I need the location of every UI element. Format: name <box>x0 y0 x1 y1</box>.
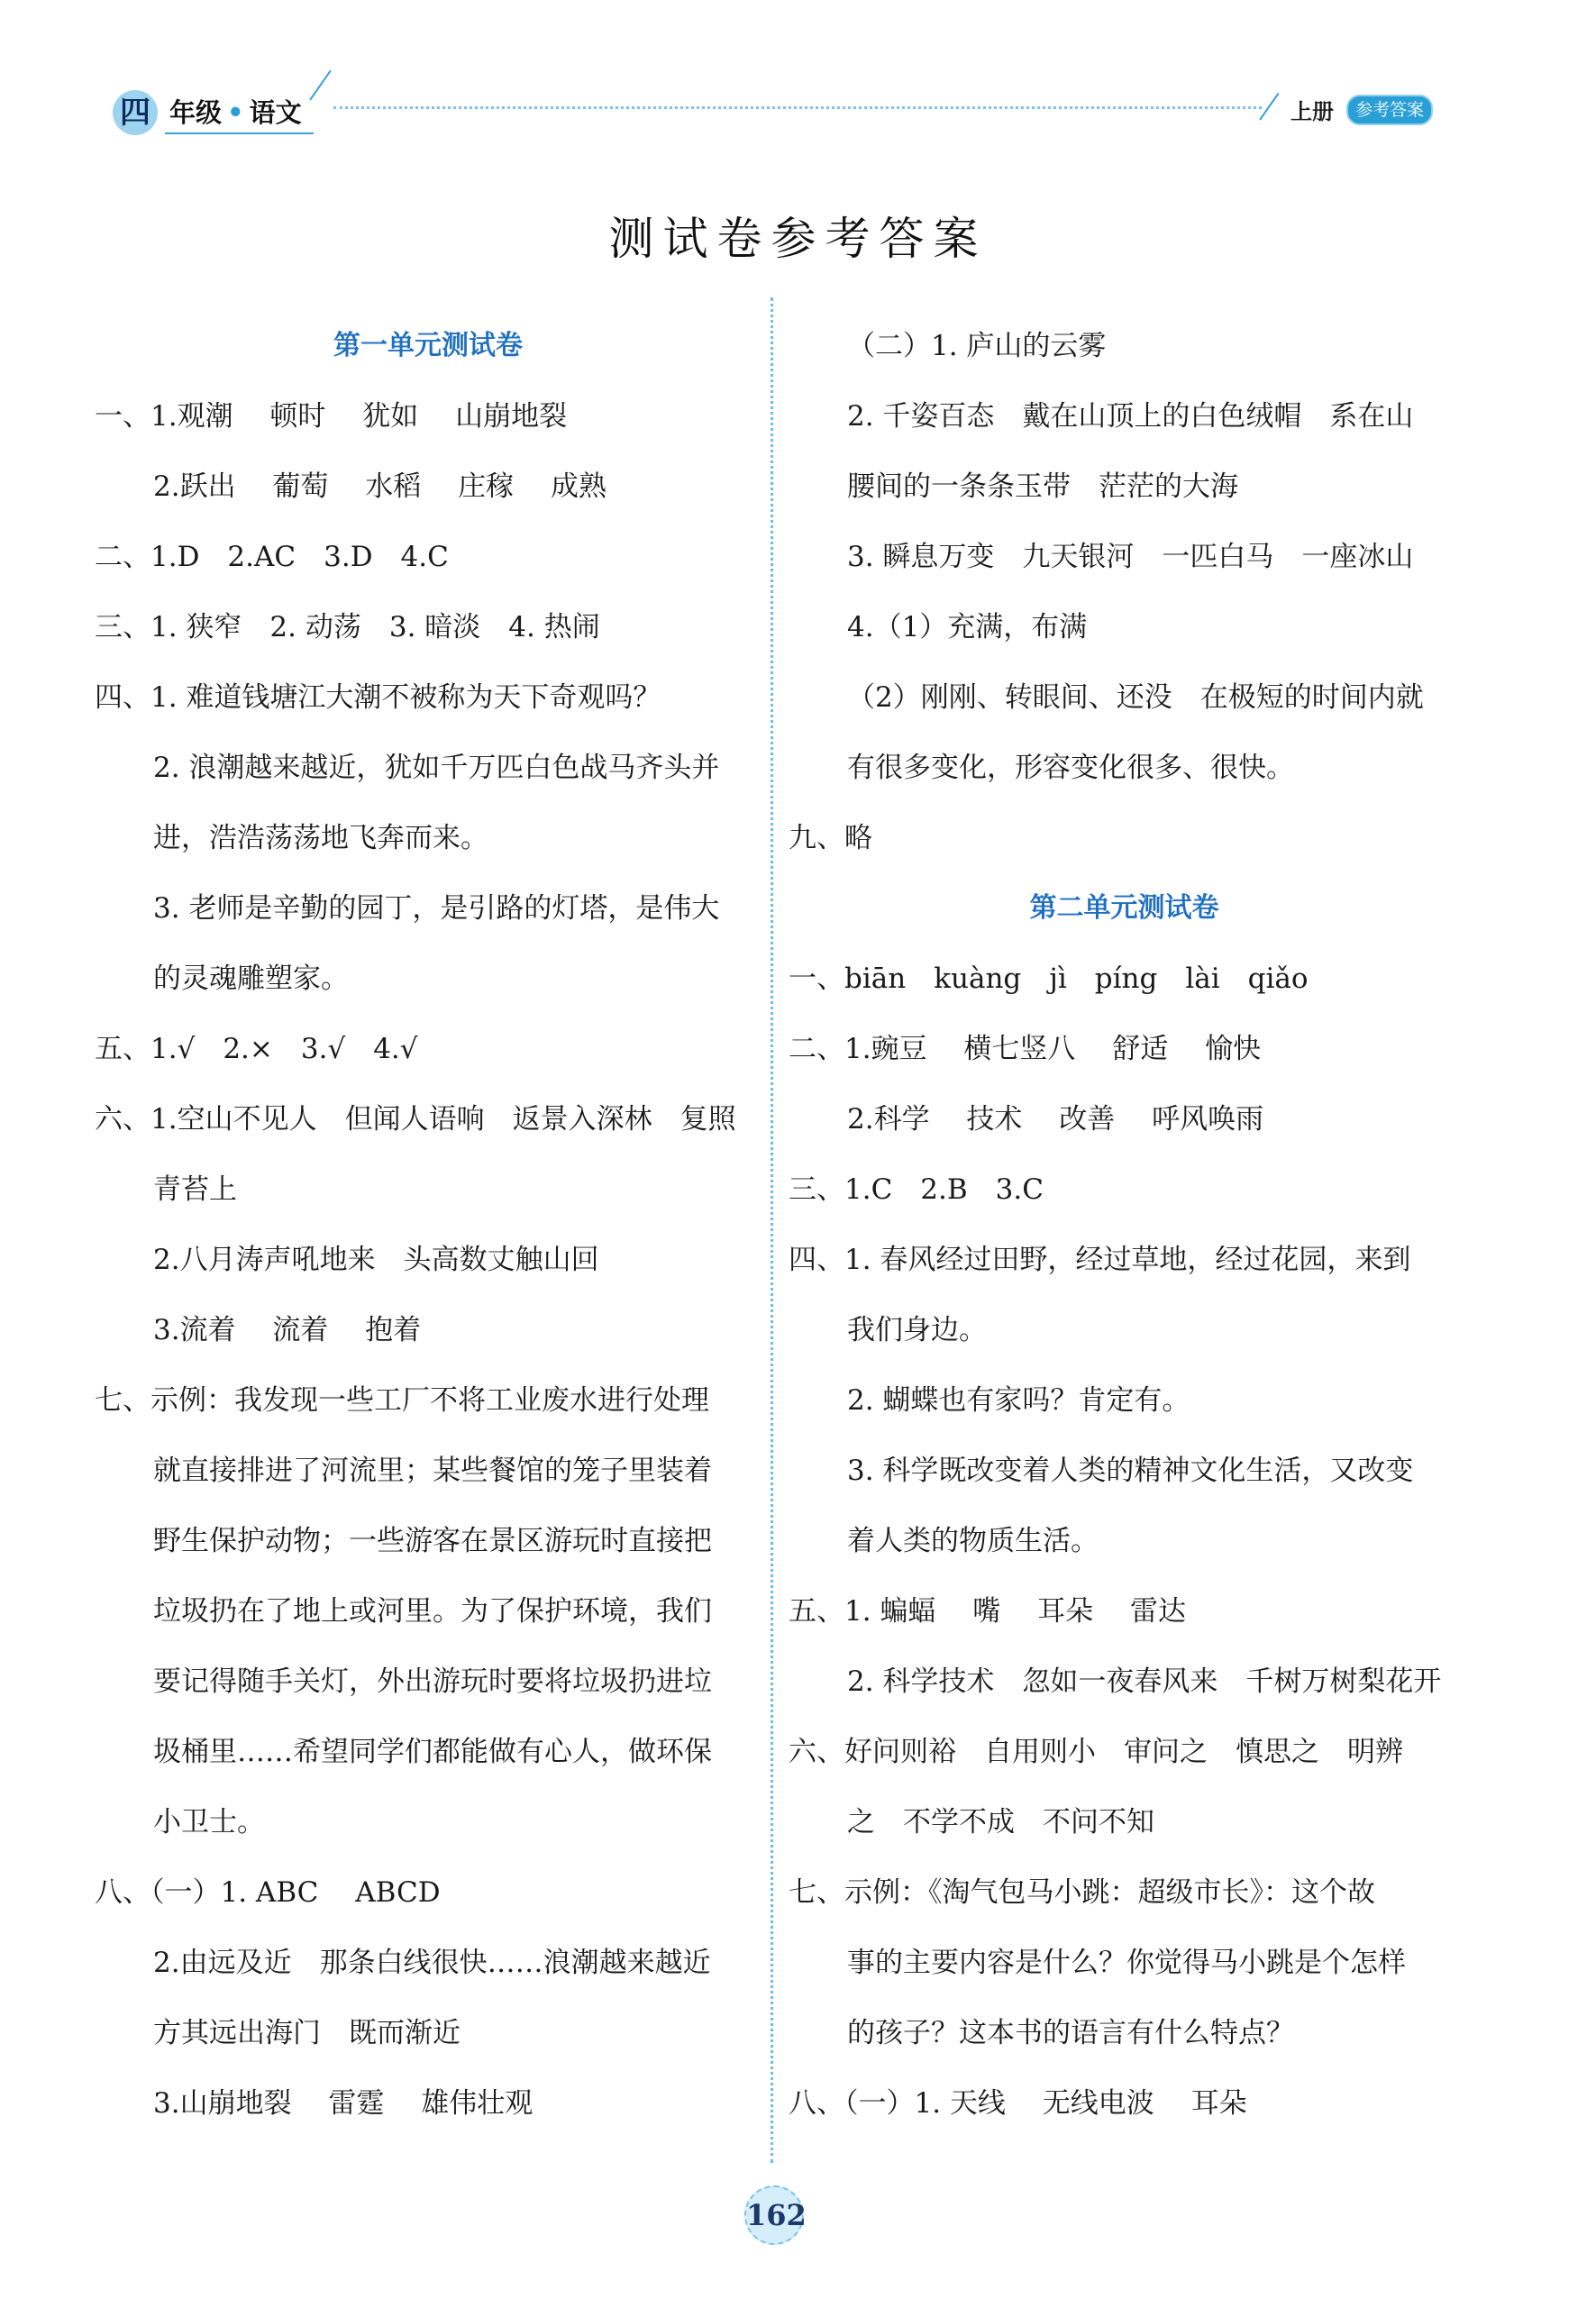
answer-line: 青苔上 <box>153 1173 237 1206</box>
answer-line: 方其远出海门 既而渐近 <box>153 2017 461 2049</box>
answer-line: 一、1.观潮 顿时 犹如 山崩地裂 <box>95 400 568 433</box>
answer-line: 七、示例：《淘气包马小跳：超级市长》：这个故 <box>789 1876 1375 1909</box>
answer-line: 3. 老师是辛勤的园丁，是引路的灯塔，是伟大 <box>153 892 720 925</box>
answer-line: 就直接排进了河流里；某些餐馆的笼子里装着 <box>153 1455 712 1487</box>
answer-line: 2.由远及近 那条白线很快……浪潮越来越近 <box>153 1947 711 1979</box>
answer-key-tag: 参考答案 <box>1346 95 1433 125</box>
answer-line: 五、1. 蝙蝠 嘴 耳朵 雷达 <box>789 1595 1186 1628</box>
answer-line: 野生保护动物；一些游客在景区游玩时直接把 <box>153 1525 712 1557</box>
column-divider <box>771 297 773 2163</box>
answer-line: 四、1. 春风经过田野，经过草地，经过花园，来到 <box>789 1244 1411 1276</box>
header-underline <box>165 132 314 134</box>
left-column <box>95 311 762 2139</box>
grade-badge: 四 <box>113 90 158 135</box>
answer-line: 四、1. 难道钱塘江大潮不被称为天下奇观吗？ <box>95 681 661 714</box>
answer-line: 七、示例：我发现一些工厂不将工业废水进行处理 <box>95 1384 709 1417</box>
answer-line: 3.流着 流着 抱着 <box>153 1314 422 1346</box>
answer-line: 进，浩浩荡荡地飞奔而来。 <box>153 822 488 854</box>
answer-line: 的灵魂雕塑家。 <box>153 962 349 995</box>
answer-line: 腰间的一条条玉带 茫茫的大海 <box>847 470 1238 503</box>
answer-line: 一、biān kuàng jì píng lài qiǎo <box>789 962 1309 995</box>
answer-line: 二、1.豌豆 横七竖八 舒适 愉快 <box>789 1033 1262 1065</box>
answer-line: 二、1.D 2.AC 3.D 4.C <box>95 541 449 573</box>
answer-line: 3. 科学既改变着人类的精神文化生活，又改变 <box>847 1455 1414 1487</box>
separator-dot-icon: • <box>227 97 244 128</box>
answer-line: 三、1.C 2.B 3.C <box>789 1173 1044 1206</box>
answer-line: 九、略 <box>789 822 872 854</box>
answer-line: 2.八月涛声吼地来 头高数丈触山回 <box>153 1244 599 1276</box>
answer-line: 2.科学 技术 改善 呼风唤雨 <box>847 1103 1264 1136</box>
answer-line: 圾桶里……希望同学们都能做有心人，做环保 <box>153 1736 712 1768</box>
section-heading: 第一单元测试卷 <box>333 330 523 361</box>
answer-line: 五、1.√ 2.× 3.√ 4.√ <box>95 1033 418 1065</box>
volume-label: 上册 <box>1290 99 1334 124</box>
answer-line: 着人类的物质生活。 <box>847 1525 1099 1557</box>
answer-line: （二）1. 庐山的云雾 <box>847 330 1107 362</box>
header-slash-left <box>309 70 332 101</box>
answer-line: 2. 蝴蝶也有家吗？肯定有。 <box>847 1384 1190 1417</box>
answer-line: 垃圾扔在了地上或河里。为了保护环境，我们 <box>153 1595 712 1628</box>
grade-subject-label <box>169 93 302 130</box>
right-column <box>789 311 1460 2139</box>
page-header <box>0 0 1596 171</box>
answer-line: （2）刚刚、转眼间、还没 在极短的时间内就 <box>847 681 1424 714</box>
subject-label: 语文 <box>249 97 302 128</box>
grade-label: 年级 <box>169 97 223 128</box>
answer-line: 要记得随手关灯，外出游玩时要将垃圾扔进垃 <box>153 1665 712 1698</box>
answer-line: 小卫士。 <box>153 1806 265 1838</box>
answer-line: 的孩子？这本书的语言有什么特点？ <box>847 2017 1294 2049</box>
answer-line: 三、1. 狭窄 2. 动荡 3. 暗淡 4. 热闹 <box>95 611 600 643</box>
answer-line: 之 不学不成 不问不知 <box>847 1806 1154 1838</box>
answer-line: 有很多变化，形容变化很多、很快。 <box>847 752 1294 784</box>
answer-line: 2. 浪潮越来越近，犹如千万匹白色战马齐头并 <box>153 752 720 784</box>
answer-line: 六、1.空山不见人 但闻人语响 返景入深林 复照 <box>95 1103 736 1136</box>
answer-line: 2. 千姿百态 戴在山顶上的白色绒帽 系在山 <box>847 400 1414 433</box>
answer-line: 八、（一）1. 天线 无线电波 耳朵 <box>789 2087 1247 2120</box>
answer-line: 2. 科学技术 忽如一夜春风来 千树万树梨花开 <box>847 1665 1442 1698</box>
answer-line: 2.跃出 葡萄 水稻 庄稼 成熟 <box>153 470 606 503</box>
section-heading: 第二单元测试卷 <box>1029 892 1219 924</box>
header-dotted-rule <box>333 106 1262 109</box>
header-slash-right <box>1259 93 1279 121</box>
answer-line: 3.山崩地裂 雷霆 雄伟壮观 <box>153 2087 534 2120</box>
answer-line: 我们身边。 <box>847 1314 987 1346</box>
answer-line: 八、（一）1. ABC ABCD <box>95 1876 441 1909</box>
answer-line: 六、好问则裕 自用则小 审问之 慎思之 明辨 <box>789 1736 1403 1768</box>
page-title: 测试卷参考答案 <box>608 213 988 265</box>
answer-line: 事的主要内容是什么？你觉得马小跳是个怎样 <box>847 1947 1406 1979</box>
answer-line: 3. 瞬息万变 九天银河 一匹白马 一座冰山 <box>847 541 1414 573</box>
page-number: 162 <box>744 2185 804 2245</box>
answer-line: 4.（1）充满，布满 <box>847 611 1088 643</box>
